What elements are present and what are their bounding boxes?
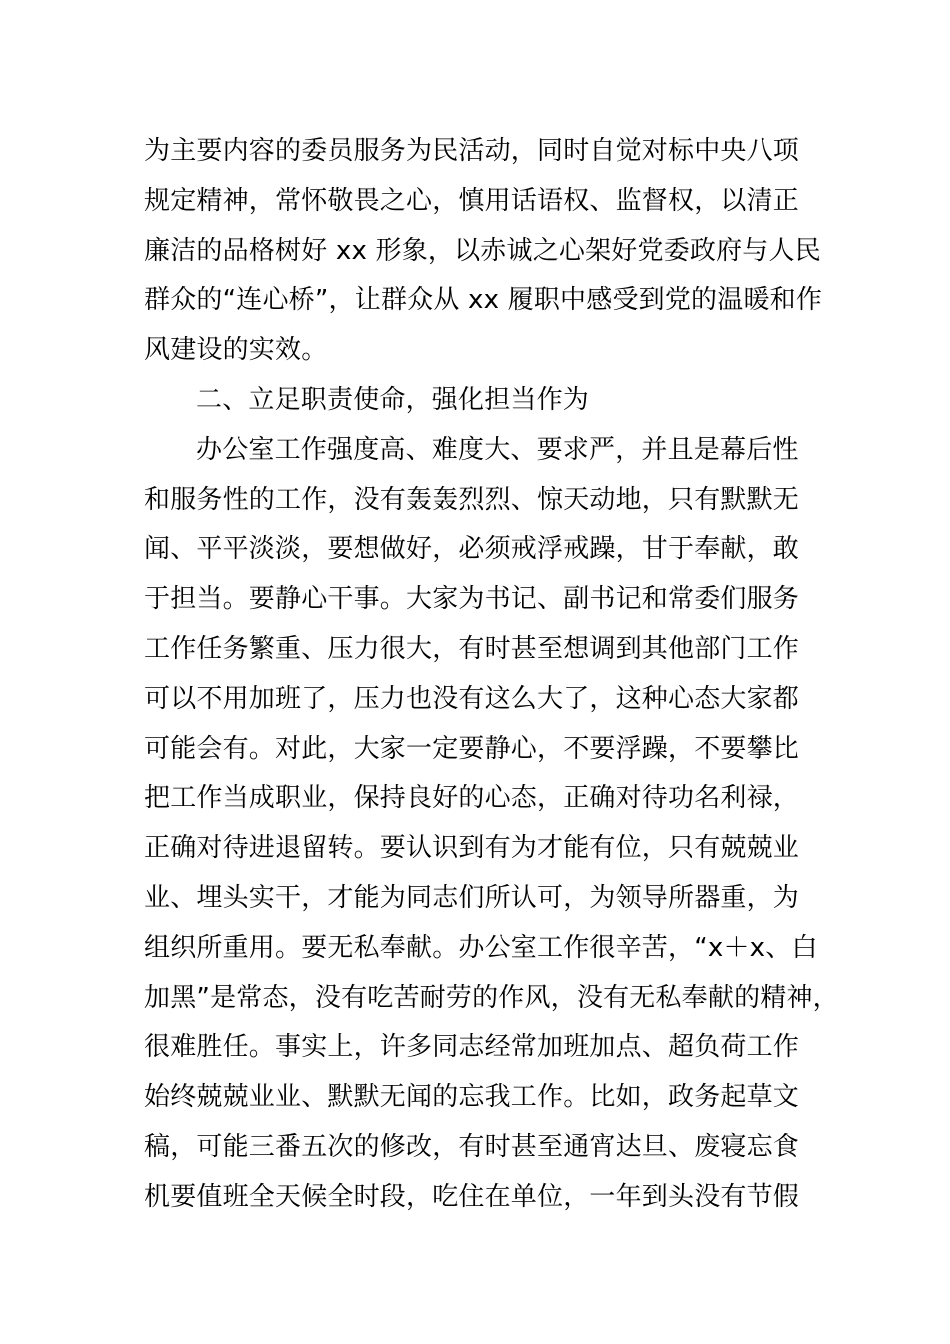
section-heading: 二、立足职责使命，强化担当作为 [196,384,590,415]
text-line: 工作任务繁重、压力很大，有时甚至想调到其他部门工作 [144,633,800,664]
text-line: 加黑”是常态，没有吃苦耐劳的作风，没有无私奉献的精神， [144,982,839,1013]
text-line: 和服务性的工作，没有轰轰烈烈、惊天动地，只有默默无 [144,484,800,515]
text-line: 很难胜任。事实上，许多同志经常加班加点、超负荷工作 [144,1032,800,1063]
text-line: 可以不用加班了，压力也没有这么大了，这种心态大家都 [144,683,800,714]
paragraph-first-line: 办公室工作强度高、难度大、要求严，并且是幕后性 [196,434,799,465]
text-line: 稿，可能三番五次的修改，有时甚至通宵达旦、废寝忘食 [144,1131,800,1162]
text-line: 于担当。要静心干事。大家为书记、副书记和常委们服务 [144,584,800,615]
text-line: 机要值班全天候全时段，吃住在单位，一年到头没有节假 [144,1181,800,1212]
text-line: 群众的“连心桥”，让群众从 xx 履职中感受到党的温暖和作 [144,285,823,316]
text-line: 风建设的实效。 [144,335,328,366]
text-line: 为主要内容的委员服务为民活动，同时自觉对标中央八项 [144,136,800,166]
text-line: 业、埋头实干，才能为同志们所认可，为领导所器重，为 [144,882,800,913]
text-line: 规定精神，常怀敬畏之心，慎用话语权、监督权，以清正 [144,185,800,216]
text-line: 把工作当成职业，保持良好的心态，正确对待功名利禄， [144,783,800,814]
body-text [144,127,839,1223]
text-line: 可能会有。对此，大家一定要静心，不要浮躁，不要攀比 [144,733,800,764]
text-line: 闻、平平淡淡，要想做好，必须戒浮戒躁，甘于奉献，敢 [144,534,800,565]
text-line: 组织所重用。要无私奉献。办公室工作很辛苦，“x＋x、白 [144,932,818,963]
text-line: 廉洁的品格树好 xx 形象，以赤诚之心架好党委政府与人民 [144,235,821,266]
text-line: 正确对待进退留转。要认识到有为才能有位，只有兢兢业 [144,833,800,864]
text-line: 始终兢兢业业、默默无闻的忘我工作。比如，政务起草文 [144,1082,800,1113]
